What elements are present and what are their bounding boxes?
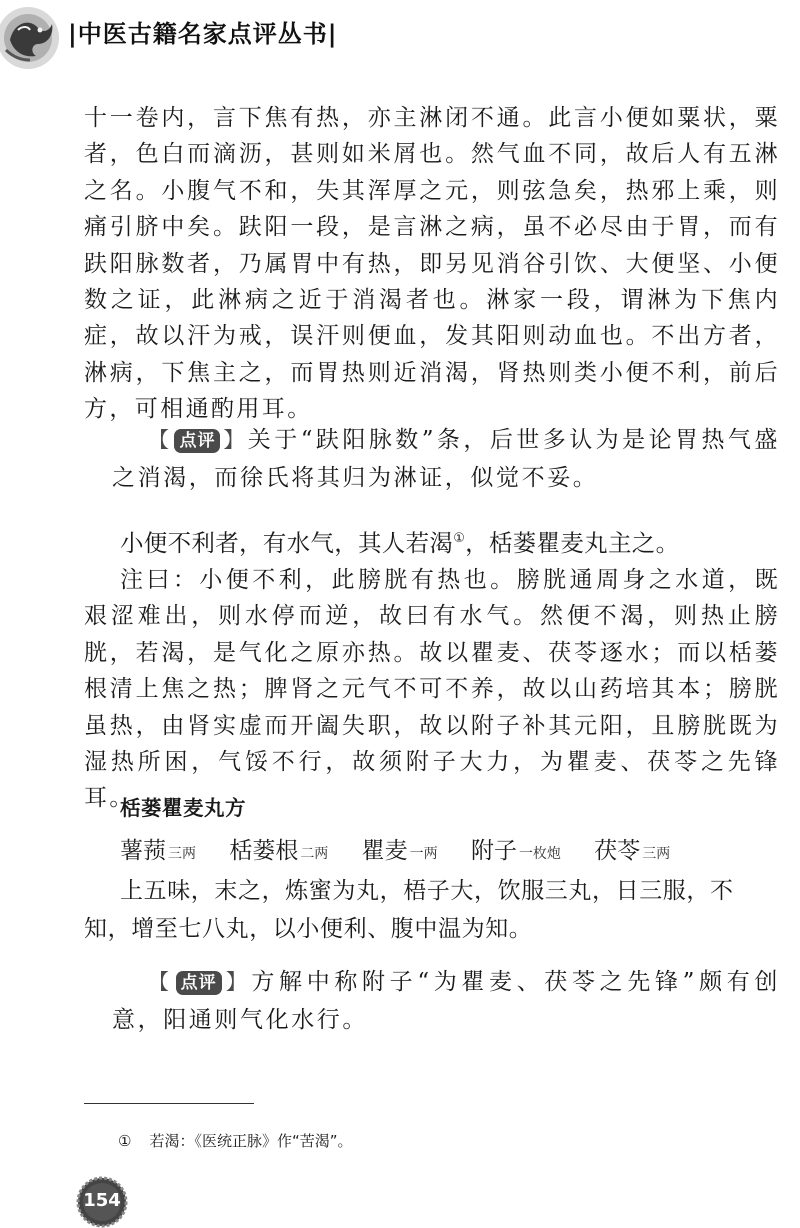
- critique-text: 方解中称附子“为瞿麦、茯苓之先锋”颇有创意，阳通则气化水行。: [112, 969, 780, 1033]
- footnote-mark: ①: [118, 1132, 132, 1150]
- footnote-reference: ①: [453, 531, 466, 546]
- annotation-paragraph: 注曰：小便不利，此膀胱有热也。膀胱通周身之水道，既艰涩难出，则水停而逆，故曰有水气。然便不渴，则热止膀胱，若渴，是气化之原亦热。故以瞿麦、茯苓逐水；而以栝蒌根清上焦之热；脾肾之元气不可不养，故以山药培其本；膀胱虽热，由肾实虚而开阖失职，故以附子补其元阳，且膀胱既为湿热所困，气馁不行，故须附子大力，为瞿麦、茯苓之先锋耳。: [84, 567, 780, 812]
- dragon-emblem-icon: [0, 0, 68, 78]
- commentary-paragraph: 十一卷内，言下焦有热，亦主淋闭不通。此言小便如粟状，粟者，色白而滴沥，甚则如米屑也。然气血不同，故后人有五淋之名。小腹气不和，失其浑厚之元，则弦急矣，热邪上乘，则痛引脐中矣。趺阳一段，是言淋之病，虽不必尽由于胃，而有趺阳脉数者，乃属胃中有热，即另见消谷引饮、大便坚、小便数之证，此淋病之近于消渴者也。淋家一段，谓淋为下焦内症，故以汗为戒，误汗则便血，发其阳则动血也。不出方者，淋病，下焦主之，而胃热则近消渴，肾热则类小便不利，前后方，可相通酌用耳。: [84, 105, 780, 423]
- bracket-left-icon: 【: [148, 428, 173, 452]
- critique-label: 点评: [176, 971, 222, 995]
- ingredient-item: 薯蓣 三两: [120, 838, 196, 864]
- bracket-right-icon: 】: [222, 428, 248, 452]
- bracket-left-icon: 【: [148, 970, 174, 994]
- ingredient-list: [120, 832, 696, 865]
- page-number: 154: [83, 1190, 121, 1211]
- clause-line: [120, 521, 780, 561]
- ingredient-item: 栝蒌根 二两: [229, 838, 329, 864]
- critique-note-1: [112, 421, 780, 497]
- clause-tail: ，栝蒌瞿麦丸主之。: [465, 529, 680, 557]
- critique-label: 点评: [174, 429, 220, 453]
- footnote: [118, 1130, 353, 1151]
- series-title: |中医古籍名家点评丛书|: [68, 20, 338, 48]
- footnote-text: 若渴：《医统正脉》作“苦渴”。: [149, 1132, 353, 1150]
- ingredient-item: 茯苓 三两: [594, 838, 671, 864]
- critique-note-2: [112, 963, 780, 1039]
- critique-text: 关于“趺阳脉数”条，后世多认为是论胃热气盛之消渴，而徐氏将其归为淋证，似觉不妥。: [112, 427, 780, 491]
- ingredient-item: 附子 一枚炮: [470, 838, 561, 864]
- page-header: [0, 0, 800, 80]
- recipe-heading: 栝蒌瞿麦丸方: [120, 796, 246, 820]
- bracket-right-icon: 】: [223, 970, 252, 994]
- preparation-instructions: 上五味，末之，炼蜜为丸，梧子大，饮服三丸，日三服，不知，增至七八丸，以小便利、腹中温为知。: [84, 878, 734, 942]
- footnote-divider: [84, 1103, 254, 1104]
- ingredient-item: 瞿麦 一两: [361, 838, 438, 864]
- clause-text: 小便不利者，有水气，其人若渴: [120, 529, 454, 557]
